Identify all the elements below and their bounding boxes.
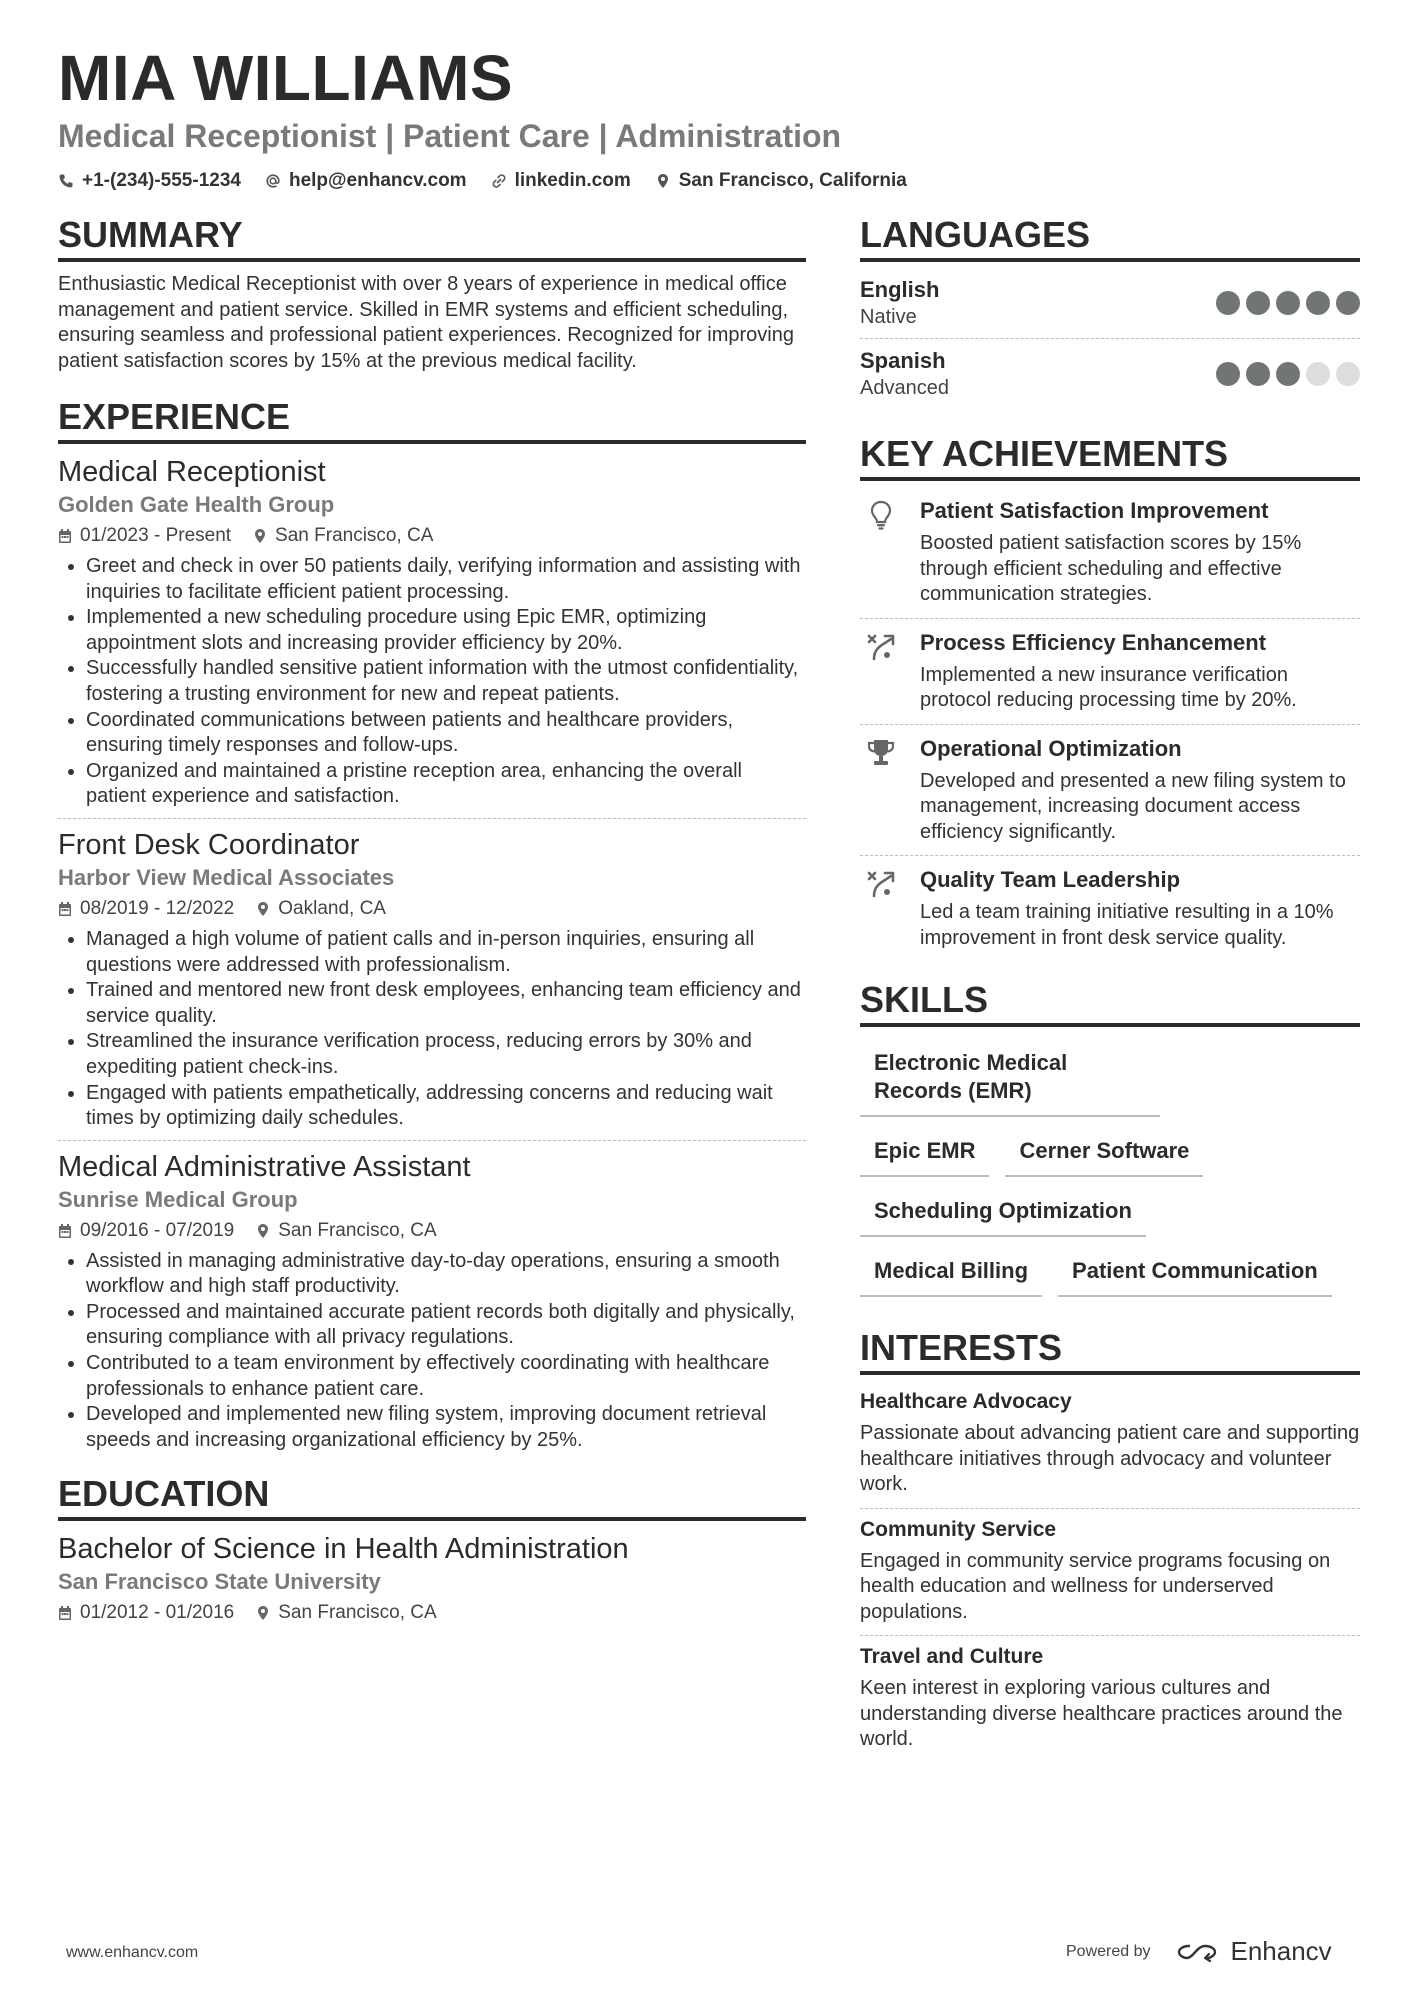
skill-tag: Scheduling Optimization bbox=[860, 1191, 1146, 1237]
contact-linkedin[interactable] bbox=[491, 168, 631, 194]
language-level: Native bbox=[860, 306, 917, 328]
phone-icon bbox=[58, 173, 74, 189]
language-item bbox=[860, 272, 1360, 338]
school-name: San Francisco State University bbox=[58, 1569, 381, 1595]
footer-website[interactable]: www.enhancv.com bbox=[66, 1944, 199, 1961]
proficiency-dot-filled bbox=[1336, 291, 1360, 315]
brand-name: Enhancv bbox=[1230, 1936, 1332, 1966]
achievement-title: Quality Team Leadership bbox=[920, 867, 1181, 892]
achievement-desc: Boosted patient satisfaction scores by 15% through efficient scheduling and effective communication strategies. bbox=[920, 532, 1302, 605]
skills-list bbox=[860, 1037, 1360, 1297]
job-location: San Francisco, CA bbox=[278, 1219, 437, 1241]
language-item bbox=[860, 338, 1360, 409]
contact-email[interactable] bbox=[265, 168, 467, 194]
location-text: San Francisco, California bbox=[678, 170, 907, 191]
language-name: English bbox=[860, 277, 940, 302]
company-name: Sunrise Medical Group bbox=[58, 1186, 298, 1212]
bullet: • Implemented a new scheduling procedure using Epic EMR, optimizing appointment slots and increasing provider efficiency by 20%. bbox=[86, 605, 806, 656]
candidate-title: Medical Receptionist | Patient Care | Administration bbox=[58, 118, 842, 154]
interest-title: Healthcare Advocacy bbox=[860, 1390, 1072, 1413]
link-icon bbox=[491, 173, 507, 189]
email-text: help@enhancv.com bbox=[288, 170, 467, 191]
phone-text: +1-(234)-555-1234 bbox=[82, 170, 241, 191]
job-entry bbox=[58, 1140, 806, 1462]
proficiency-dots bbox=[1216, 291, 1360, 315]
bullet: • Processed and maintained accurate patient records both digitally and physically, ensuring compliance with all privacy regulations. bbox=[86, 1300, 806, 1351]
proficiency-dot-filled bbox=[1276, 362, 1300, 386]
calendar-icon bbox=[58, 528, 72, 544]
interest-title: Community Service bbox=[860, 1517, 1057, 1541]
linkedin-text: linkedin.com bbox=[514, 170, 631, 191]
proficiency-dot-filled bbox=[1306, 291, 1330, 315]
at-icon bbox=[265, 173, 281, 189]
experience-section bbox=[58, 396, 806, 1461]
bullet: • Trained and mentored new front desk employees, enhancing team efficiency and service quality. bbox=[86, 978, 806, 1029]
bullet: • Developed and implemented new filing system, improving document retrieval speeds and increasing organizational efficiency by 25%. bbox=[86, 1402, 806, 1453]
bullet: • Managed a high volume of patient calls and in-person inquiries, ensuring all questions were addressed with professionalism. bbox=[86, 927, 806, 978]
location-pin-icon bbox=[256, 901, 270, 917]
interests-heading: INTERESTS bbox=[860, 1327, 1360, 1375]
interest-item bbox=[860, 1508, 1360, 1636]
contact-location bbox=[655, 168, 907, 194]
strategy-arrow-icon bbox=[865, 868, 897, 900]
job-meta bbox=[58, 522, 806, 550]
achievement-desc: Led a team training initiative resulting in a 10% improvement in front desk service quality. bbox=[920, 901, 1334, 949]
proficiency-dot-empty bbox=[1306, 362, 1330, 386]
bullet: • Coordinated communications between patients and healthcare providers, ensuring timely responses and follow-ups. bbox=[86, 708, 806, 759]
skills-heading: SKILLS bbox=[860, 979, 1360, 1027]
job-bullets bbox=[58, 927, 806, 1132]
achievement-item bbox=[860, 724, 1360, 856]
job-meta bbox=[58, 1217, 806, 1245]
proficiency-dot-filled bbox=[1276, 291, 1300, 315]
proficiency-dot-filled bbox=[1246, 291, 1270, 315]
skill-tag: Patient Communication bbox=[1058, 1251, 1332, 1297]
footer-branding bbox=[1066, 1936, 1332, 1967]
achievement-item bbox=[860, 491, 1360, 618]
strategy-arrow-icon bbox=[865, 631, 897, 663]
interest-desc: Engaged in community service programs focusing on health education and wellness for underserved populations. bbox=[860, 1549, 1331, 1623]
achievements-section bbox=[860, 433, 1360, 961]
education-dates: 01/2012 - 01/2016 bbox=[80, 1602, 235, 1624]
bullet: • Greet and check in over 50 patients daily, verifying information and assisting with inquiries to facilitate efficient patient processing. bbox=[86, 554, 806, 605]
location-pin-icon bbox=[655, 173, 671, 189]
right-column bbox=[860, 214, 1360, 1763]
contact-bar bbox=[58, 168, 907, 194]
enhancv-logo-icon bbox=[1175, 1940, 1221, 1964]
job-meta bbox=[58, 895, 806, 923]
interest-desc: Passionate about advancing patient care and supporting healthcare initiatives through advocacy and volunteer work. bbox=[860, 1422, 1360, 1495]
bullet: • Engaged with patients empathetically, addressing concerns and reducing wait times by optimizing daily schedules. bbox=[86, 1081, 806, 1132]
education-section bbox=[58, 1473, 806, 1627]
achievement-title: Patient Satisfaction Improvement bbox=[920, 498, 1269, 523]
company-name: Harbor View Medical Associates bbox=[58, 864, 395, 890]
company-name: Golden Gate Health Group bbox=[58, 492, 335, 517]
job-title: Medical Administrative Assistant bbox=[58, 1150, 471, 1183]
calendar-icon bbox=[58, 1605, 72, 1621]
interests-section bbox=[860, 1327, 1360, 1763]
achievement-desc: Implemented a new insurance verification protocol reducing processing time by 20%. bbox=[920, 663, 1297, 711]
education-heading: EDUCATION bbox=[58, 1473, 806, 1521]
job-title: Medical Receptionist bbox=[58, 456, 326, 488]
language-name: Spanish bbox=[860, 348, 946, 373]
bullet: • Streamlined the insurance verification process, reducing errors by 30% and expediting patient check-ins. bbox=[86, 1029, 806, 1080]
proficiency-dot-empty bbox=[1336, 362, 1360, 386]
summary-section bbox=[58, 214, 806, 374]
interest-desc: Keen interest in exploring various cultures and understanding diverse healthcare practices around the world. bbox=[860, 1677, 1343, 1750]
summary-heading: SUMMARY bbox=[58, 214, 806, 262]
job-dates: 09/2016 - 07/2019 bbox=[80, 1219, 235, 1241]
proficiency-dot-filled bbox=[1216, 291, 1240, 315]
skill-tag: Electronic Medical Records (EMR) bbox=[860, 1043, 1160, 1117]
proficiency-dot-filled bbox=[1216, 362, 1240, 386]
job-location: San Francisco, CA bbox=[275, 525, 434, 546]
job-dates: 08/2019 - 12/2022 bbox=[80, 897, 235, 919]
achievement-title: Operational Optimization bbox=[920, 735, 1182, 761]
proficiency-dot-filled bbox=[1246, 362, 1270, 386]
calendar-icon bbox=[58, 1223, 72, 1239]
skills-section bbox=[860, 979, 1360, 1297]
achievement-item bbox=[860, 618, 1360, 724]
bullet: • Assisted in managing administrative day-to-day operations, ensuring a smooth workflow and high staff productivity. bbox=[86, 1249, 806, 1300]
powered-by-label: Powered by bbox=[1066, 1942, 1151, 1960]
location-pin-icon bbox=[253, 528, 267, 544]
bullet: • Contributed to a team environment by effectively coordinating with healthcare professionals to enhance patient care. bbox=[86, 1351, 806, 1402]
job-bullets bbox=[58, 1249, 806, 1454]
calendar-icon bbox=[58, 901, 72, 917]
proficiency-dots bbox=[1216, 362, 1360, 386]
achievements-heading: KEY ACHIEVEMENTS bbox=[860, 433, 1360, 481]
location-pin-icon bbox=[256, 1605, 270, 1621]
contact-phone[interactable] bbox=[58, 168, 241, 194]
language-level: Advanced bbox=[860, 377, 949, 399]
left-column bbox=[58, 214, 806, 1627]
skill-tag: Medical Billing bbox=[860, 1251, 1042, 1297]
location-pin-icon bbox=[256, 1223, 270, 1239]
lightbulb-icon bbox=[865, 499, 897, 531]
education-meta bbox=[58, 1599, 806, 1627]
interest-item bbox=[860, 1635, 1360, 1763]
experience-heading: EXPERIENCE bbox=[58, 396, 806, 444]
job-location: Oakland, CA bbox=[278, 897, 386, 919]
languages-section bbox=[860, 214, 1360, 409]
languages-heading: LANGUAGES bbox=[860, 214, 1360, 262]
enhancv-logo[interactable] bbox=[1175, 1936, 1332, 1967]
education-location: San Francisco, CA bbox=[278, 1602, 437, 1624]
bullet: • Organized and maintained a pristine reception area, enhancing the overall patient experience and satisfaction. bbox=[86, 759, 806, 810]
job-title: Front Desk Coordinator bbox=[58, 828, 360, 861]
achievement-item bbox=[860, 855, 1360, 961]
job-entry bbox=[58, 818, 806, 1140]
bullet: • Successfully handled sensitive patient information with the utmost confidentiality, fostering a trusting environment for new and repeat patients. bbox=[86, 656, 806, 707]
degree-title: Bachelor of Science in Health Administration bbox=[58, 1533, 629, 1566]
interest-item bbox=[860, 1385, 1360, 1508]
job-bullets bbox=[58, 554, 806, 810]
achievement-desc: Developed and presented a new filing system to management, increasing document access efficiency significantly. bbox=[920, 769, 1346, 843]
skill-tag: Epic EMR bbox=[860, 1131, 989, 1177]
job-dates: 01/2023 - Present bbox=[80, 525, 232, 546]
achievement-title: Process Efficiency Enhancement bbox=[920, 629, 1267, 655]
trophy-icon bbox=[865, 737, 897, 769]
interest-title: Travel and Culture bbox=[860, 1645, 1044, 1668]
candidate-name: MIA WILLIAMS bbox=[58, 42, 514, 114]
summary-text: Enthusiastic Medical Receptionist with over 8 years of experience in medical office management and patient service. Skilled in EMR systems and efficient scheduling, ensuring seamless and professional patient experiences. Recognized for improving patient satisfaction scores by 15% at the previous medical facility. bbox=[58, 273, 794, 372]
skill-tag: Cerner Software bbox=[1005, 1131, 1203, 1177]
job-entry bbox=[58, 454, 806, 818]
